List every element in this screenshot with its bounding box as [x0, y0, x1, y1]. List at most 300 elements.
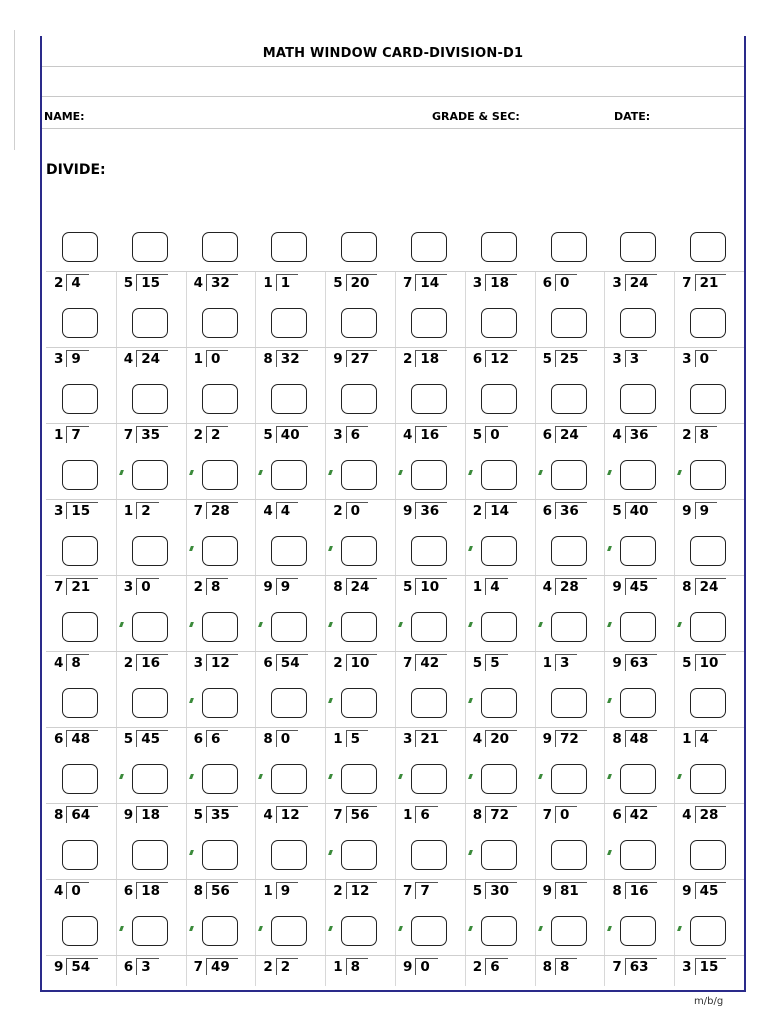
divisor: 3 — [54, 503, 64, 519]
answer-box[interactable] — [481, 612, 517, 642]
dividend: 24 — [695, 578, 727, 595]
answer-box[interactable] — [62, 384, 98, 414]
division-expression — [473, 350, 517, 367]
division-problem — [604, 226, 674, 302]
division-expression — [194, 350, 229, 367]
answer-box[interactable] — [271, 460, 307, 490]
divisor: 1 — [333, 959, 343, 975]
answer-box[interactable] — [411, 688, 447, 718]
dividend: 9 — [276, 578, 298, 595]
dividend: 12 — [346, 882, 378, 899]
division-expression — [194, 882, 238, 899]
answer-box[interactable] — [202, 308, 238, 338]
mark-tick-icon — [468, 698, 473, 703]
dividend: 15 — [136, 274, 168, 291]
mark-tick-icon — [189, 850, 194, 855]
divisor: 8 — [193, 883, 203, 899]
division-expression — [543, 426, 587, 443]
dividend: 20 — [485, 730, 517, 747]
answer-box[interactable] — [271, 840, 307, 870]
answer-box[interactable] — [481, 688, 517, 718]
divisor: 2 — [333, 883, 343, 899]
division-expression — [403, 350, 447, 367]
divisor: 3 — [54, 351, 64, 367]
division-problem — [186, 378, 256, 454]
answer-box[interactable] — [132, 840, 168, 870]
answer-box[interactable] — [690, 384, 726, 414]
division-expression — [403, 654, 447, 671]
division-problem — [535, 606, 605, 682]
answer-box[interactable] — [690, 840, 726, 870]
dividend: 45 — [136, 730, 168, 747]
answer-box[interactable] — [62, 764, 98, 794]
division-expression — [54, 806, 98, 823]
answer-box[interactable] — [62, 460, 98, 490]
dividend: 48 — [625, 730, 657, 747]
division-expression — [473, 730, 517, 747]
mark-tick-icon — [258, 926, 263, 931]
division-expression — [543, 958, 578, 975]
divisor: 3 — [472, 275, 483, 291]
dividend: 0 — [66, 882, 88, 899]
division-problem — [535, 834, 605, 910]
division-expression — [473, 958, 508, 975]
answer-box[interactable] — [132, 308, 168, 338]
division-expression — [333, 274, 377, 291]
answer-box[interactable] — [481, 308, 517, 338]
divisor: 4 — [54, 883, 64, 899]
dividend: 14 — [415, 274, 447, 291]
answer-box[interactable] — [202, 840, 238, 870]
answer-box[interactable] — [202, 536, 238, 566]
division-expression — [612, 806, 656, 823]
divisor: 5 — [472, 655, 483, 671]
division-problem — [674, 530, 744, 606]
dividend: 21 — [66, 578, 98, 595]
mark-tick-icon — [538, 470, 543, 475]
answer-box[interactable] — [620, 460, 656, 490]
division-expression — [54, 350, 89, 367]
divisor: 9 — [402, 503, 413, 519]
dividend: 3 — [555, 654, 577, 671]
dividend: 0 — [346, 502, 368, 519]
dividend: 54 — [66, 958, 98, 975]
mark-tick-icon — [328, 698, 333, 703]
divisor: 6 — [472, 351, 483, 367]
divisor: 3 — [612, 351, 622, 367]
division-problem — [604, 682, 674, 758]
division-expression — [682, 958, 726, 975]
dividend: 35 — [136, 426, 168, 443]
division-expression — [194, 730, 229, 747]
division-problem — [186, 758, 256, 834]
answer-box[interactable] — [411, 612, 447, 642]
answer-box[interactable] — [341, 764, 377, 794]
divisor: 7 — [682, 275, 692, 291]
answer-box[interactable] — [132, 916, 168, 946]
answer-box[interactable] — [690, 764, 726, 794]
division-expression — [263, 730, 298, 747]
answer-box[interactable] — [341, 460, 377, 490]
problem-row — [46, 454, 744, 530]
divisor: 4 — [542, 579, 552, 595]
answer-box[interactable] — [132, 460, 168, 490]
division-expression — [473, 654, 508, 671]
dividend: 4 — [485, 578, 507, 595]
division-problem — [465, 834, 535, 910]
division-expression — [543, 274, 578, 291]
answer-box[interactable] — [132, 536, 168, 566]
answer-box[interactable] — [690, 232, 726, 262]
answer-box[interactable] — [132, 232, 168, 262]
dividend: 56 — [206, 882, 238, 899]
division-expression — [403, 882, 438, 899]
divisor: 9 — [54, 959, 64, 975]
division-expression — [194, 654, 238, 671]
divisor: 7 — [54, 579, 64, 595]
division-expression — [543, 730, 587, 747]
division-problem — [604, 378, 674, 454]
divisor: 6 — [123, 959, 134, 975]
dividend: 35 — [206, 806, 238, 823]
answer-box[interactable] — [481, 232, 517, 262]
dividend: 28 — [695, 806, 727, 823]
division-expression — [473, 426, 508, 443]
problem-grid — [46, 226, 744, 986]
answer-box[interactable] — [690, 688, 726, 718]
answer-box[interactable] — [551, 460, 587, 490]
problem-row — [46, 226, 744, 302]
division-problem — [325, 226, 395, 302]
answer-box[interactable] — [62, 536, 98, 566]
answer-box[interactable] — [551, 764, 587, 794]
answer-box[interactable] — [481, 536, 517, 566]
answer-box[interactable] — [202, 460, 238, 490]
answer-box[interactable] — [62, 612, 98, 642]
divisor: 5 — [402, 579, 413, 595]
answer-box[interactable] — [202, 688, 238, 718]
dividend: 24 — [625, 274, 657, 291]
dividend: 48 — [66, 730, 98, 747]
answer-box[interactable] — [620, 840, 656, 870]
dividend: 6 — [415, 806, 437, 823]
divisor: 6 — [542, 503, 552, 519]
answer-box[interactable] — [481, 460, 517, 490]
answer-box[interactable] — [62, 232, 98, 262]
answer-box[interactable] — [341, 536, 377, 566]
divisor: 5 — [123, 275, 134, 291]
dividend: 0 — [555, 274, 577, 291]
answer-box[interactable] — [481, 764, 517, 794]
mark-tick-icon — [328, 470, 333, 475]
division-problem — [255, 226, 325, 302]
division-problem — [465, 454, 535, 530]
answer-box[interactable] — [690, 536, 726, 566]
dividend: 12 — [485, 350, 517, 367]
dividend: 42 — [415, 654, 447, 671]
answer-box[interactable] — [481, 916, 517, 946]
division-problem — [186, 302, 256, 378]
division-problem — [535, 758, 605, 834]
mark-tick-icon — [189, 470, 194, 475]
answer-box[interactable] — [202, 916, 238, 946]
mark-tick-icon — [398, 774, 403, 779]
divisor: 8 — [612, 883, 622, 899]
division-problem — [116, 910, 186, 986]
dividend: 15 — [695, 958, 727, 975]
dividend: 3 — [136, 958, 158, 975]
division-expression — [124, 806, 168, 823]
divisor: 4 — [193, 275, 203, 291]
dividend: 2 — [276, 958, 298, 975]
divisor: 4 — [402, 427, 413, 443]
dividend: 36 — [625, 426, 657, 443]
dividend: 6 — [346, 426, 368, 443]
answer-box[interactable] — [132, 764, 168, 794]
divisor: 3 — [612, 275, 622, 291]
grade-section-label: GRADE & SEC: — [432, 110, 520, 123]
division-expression — [263, 426, 307, 443]
divider — [42, 66, 744, 67]
dividend: 40 — [625, 502, 657, 519]
instruction-label: DIVIDE: — [46, 162, 106, 178]
answer-box[interactable] — [620, 308, 656, 338]
division-problem — [255, 834, 325, 910]
divisor: 3 — [402, 731, 413, 747]
answer-box[interactable] — [620, 384, 656, 414]
answer-box[interactable] — [271, 688, 307, 718]
division-expression — [333, 958, 368, 975]
problem-row — [46, 606, 744, 682]
answer-box[interactable] — [551, 840, 587, 870]
answer-box[interactable] — [62, 308, 98, 338]
division-expression — [333, 654, 377, 671]
division-expression — [403, 502, 447, 519]
divisor: 5 — [472, 427, 483, 443]
answer-box[interactable] — [551, 384, 587, 414]
division-problem — [465, 682, 535, 758]
mark-tick-icon — [258, 470, 263, 475]
answer-box[interactable] — [690, 460, 726, 490]
division-problem — [535, 454, 605, 530]
answer-box[interactable] — [271, 764, 307, 794]
division-expression — [403, 806, 438, 823]
division-problem — [116, 226, 186, 302]
division-expression — [54, 426, 89, 443]
divisor: 8 — [54, 807, 64, 823]
answer-box[interactable] — [271, 916, 307, 946]
answer-box[interactable] — [411, 536, 447, 566]
answer-box[interactable] — [481, 840, 517, 870]
divisor: 9 — [333, 351, 343, 367]
division-problem — [325, 302, 395, 378]
dividend: 18 — [136, 806, 168, 823]
division-expression — [124, 426, 168, 443]
division-expression — [54, 274, 89, 291]
division-problem — [395, 682, 465, 758]
division-problem — [325, 758, 395, 834]
mark-tick-icon — [328, 774, 333, 779]
answer-box[interactable] — [411, 460, 447, 490]
answer-box[interactable] — [411, 916, 447, 946]
answer-box[interactable] — [62, 840, 98, 870]
mark-tick-icon — [607, 698, 612, 703]
division-problem — [46, 758, 116, 834]
answer-box[interactable] — [551, 612, 587, 642]
answer-box[interactable] — [132, 384, 168, 414]
mark-tick-icon — [468, 622, 473, 627]
division-problem — [395, 454, 465, 530]
division-expression — [194, 578, 229, 595]
division-expression — [543, 882, 587, 899]
author-initials: m/b/g — [694, 996, 724, 1007]
answer-box[interactable] — [551, 232, 587, 262]
division-problem — [116, 758, 186, 834]
answer-box[interactable] — [202, 384, 238, 414]
answer-box[interactable] — [411, 308, 447, 338]
divisor: 7 — [402, 655, 413, 671]
answer-box[interactable] — [620, 916, 656, 946]
division-expression — [263, 502, 298, 519]
answer-box[interactable] — [620, 232, 656, 262]
division-problem — [395, 834, 465, 910]
divisor: 9 — [612, 655, 622, 671]
answer-box[interactable] — [271, 232, 307, 262]
mark-tick-icon — [607, 470, 612, 475]
mark-tick-icon — [119, 622, 124, 627]
answer-box[interactable] — [341, 612, 377, 642]
answer-box[interactable] — [690, 612, 726, 642]
divisor: 6 — [263, 655, 273, 671]
division-expression — [124, 502, 159, 519]
divisor: 9 — [263, 579, 273, 595]
division-expression — [612, 578, 656, 595]
dividend: 21 — [695, 274, 727, 291]
answer-box[interactable] — [551, 916, 587, 946]
answer-box[interactable] — [62, 688, 98, 718]
mark-tick-icon — [328, 546, 333, 551]
divisor: 1 — [54, 427, 64, 443]
problem-row — [46, 758, 744, 834]
answer-box[interactable] — [341, 688, 377, 718]
divisor: 5 — [542, 351, 552, 367]
division-problem — [674, 606, 744, 682]
division-problem — [325, 530, 395, 606]
answer-box[interactable] — [411, 764, 447, 794]
answer-box[interactable] — [620, 536, 656, 566]
dividend: 32 — [276, 350, 308, 367]
divisor: 1 — [263, 883, 273, 899]
divisor: 2 — [54, 275, 64, 291]
answer-box[interactable] — [341, 308, 377, 338]
mark-tick-icon — [677, 470, 682, 475]
answer-box[interactable] — [202, 764, 238, 794]
divisor: 2 — [263, 959, 273, 975]
mark-tick-icon — [468, 546, 473, 551]
dividend: 40 — [276, 426, 308, 443]
answer-box[interactable] — [620, 764, 656, 794]
division-expression — [124, 654, 168, 671]
mark-tick-icon — [538, 774, 543, 779]
mark-tick-icon — [119, 926, 124, 931]
dividend: 10 — [346, 654, 378, 671]
answer-box[interactable] — [341, 384, 377, 414]
dividend: 0 — [415, 958, 437, 975]
answer-box[interactable] — [411, 384, 447, 414]
divisor: 8 — [263, 351, 273, 367]
answer-box[interactable] — [341, 232, 377, 262]
division-expression — [612, 958, 656, 975]
answer-box[interactable] — [132, 612, 168, 642]
divisor: 7 — [123, 427, 134, 443]
divisor: 5 — [472, 883, 483, 899]
answer-box[interactable] — [690, 308, 726, 338]
answer-box[interactable] — [620, 612, 656, 642]
dividend: 5 — [346, 730, 368, 747]
answer-box[interactable] — [551, 688, 587, 718]
division-expression — [403, 426, 447, 443]
division-problem — [535, 910, 605, 986]
answer-box[interactable] — [271, 384, 307, 414]
answer-box[interactable] — [271, 536, 307, 566]
division-problem — [325, 834, 395, 910]
mark-tick-icon — [328, 850, 333, 855]
divisor: 8 — [472, 807, 483, 823]
dividend: 45 — [625, 578, 657, 595]
answer-box[interactable] — [620, 688, 656, 718]
divisor: 7 — [402, 883, 413, 899]
answer-box[interactable] — [341, 916, 377, 946]
dividend: 16 — [625, 882, 657, 899]
answer-box[interactable] — [202, 232, 238, 262]
mark-tick-icon — [677, 926, 682, 931]
answer-box[interactable] — [690, 916, 726, 946]
mark-tick-icon — [258, 622, 263, 627]
answer-box[interactable] — [481, 384, 517, 414]
division-expression — [473, 578, 508, 595]
answer-box[interactable] — [271, 308, 307, 338]
mark-tick-icon — [607, 622, 612, 627]
answer-box[interactable] — [202, 612, 238, 642]
answer-box[interactable] — [411, 232, 447, 262]
division-expression — [124, 578, 159, 595]
division-problem — [395, 606, 465, 682]
division-problem — [395, 378, 465, 454]
divisor: 6 — [193, 731, 203, 747]
answer-box[interactable] — [341, 840, 377, 870]
division-expression — [333, 882, 377, 899]
division-problem — [46, 606, 116, 682]
division-problem — [46, 454, 116, 530]
mark-tick-icon — [328, 926, 333, 931]
divisor: 3 — [123, 579, 134, 595]
division-expression — [473, 882, 517, 899]
answer-box[interactable] — [551, 308, 587, 338]
answer-box[interactable] — [271, 612, 307, 642]
divisor: 1 — [542, 655, 552, 671]
answer-box[interactable] — [62, 916, 98, 946]
dividend: 2 — [206, 426, 228, 443]
answer-box[interactable] — [411, 840, 447, 870]
division-problem — [186, 682, 256, 758]
mark-tick-icon — [398, 470, 403, 475]
division-expression — [612, 882, 656, 899]
division-expression — [124, 882, 168, 899]
mark-tick-icon — [607, 850, 612, 855]
division-problem — [325, 606, 395, 682]
answer-box[interactable] — [551, 536, 587, 566]
answer-box[interactable] — [132, 688, 168, 718]
